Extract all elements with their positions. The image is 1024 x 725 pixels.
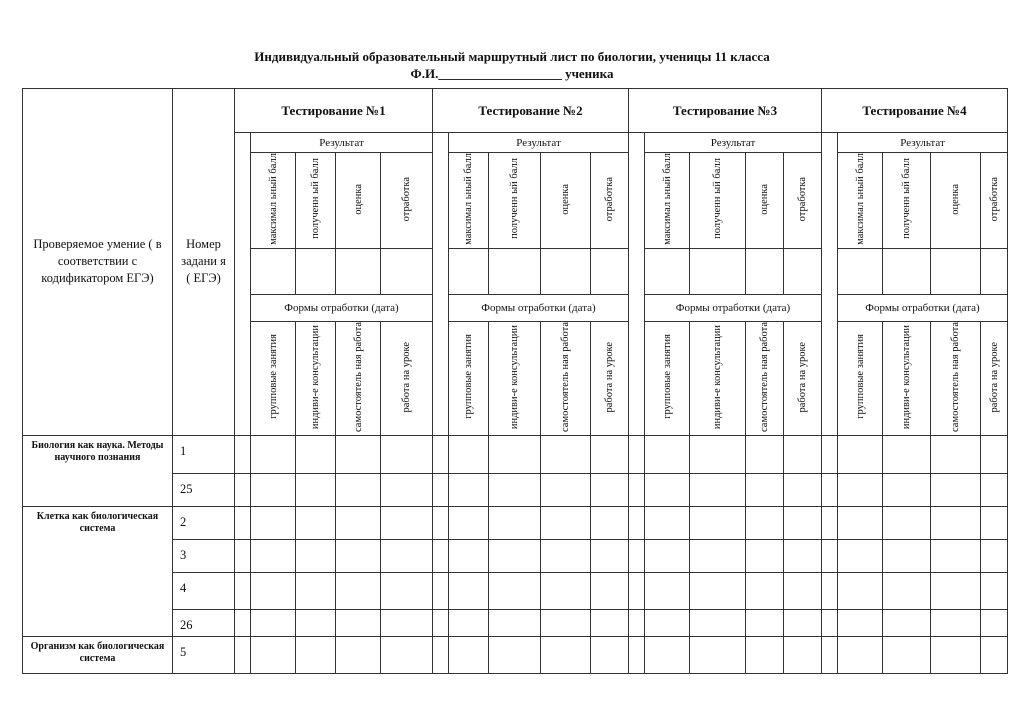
group-classes-header: групповые занятия [463,334,474,420]
entry-cell [645,473,690,506]
test-4-header: Тестирование №4 [822,89,1008,133]
group-classes-header: групповые занятия [267,334,279,420]
entry-cell [645,539,690,572]
entry-cell [336,539,381,572]
table-row [23,636,1008,673]
route-sheet-table [22,88,1008,674]
test-1-result-header: Результат [251,133,433,153]
entry-cell [629,506,645,539]
entry-cell [449,572,489,609]
entry-cell [822,539,838,572]
task-number: 4 [173,572,235,609]
table-row [23,435,1008,473]
entry-cell [981,539,1008,572]
entry-cell [381,539,433,572]
entry-cell [838,609,883,636]
rework-header: отработка [401,176,412,222]
entry-cell [690,539,746,572]
entry-cell [629,473,645,506]
entry-cell [746,539,784,572]
result-cell [336,248,381,294]
entry-cell [336,506,381,539]
entry-cell [883,473,931,506]
entry-cell [645,435,690,473]
result-cell [251,248,296,294]
entry-cell [433,506,449,539]
task-number: 1 [173,435,235,473]
entry-cell [981,572,1008,609]
task-number: 25 [173,473,235,506]
result-cell [690,248,746,294]
task-number: 2 [173,506,235,539]
entry-cell [235,506,251,539]
test-2-header: Тестирование №2 [433,89,629,133]
entry-cell [489,539,541,572]
entry-cell [489,609,541,636]
entry-cell [296,636,336,673]
entry-cell [591,435,629,473]
task-number-header: Номер задани я ( ЕГЭ) [173,89,235,436]
entry-cell [981,506,1008,539]
entry-cell [931,435,981,473]
task-number: 5 [173,636,235,673]
entry-cell [591,506,629,539]
entry-cell [645,609,690,636]
entry-cell [746,506,784,539]
entry-cell [541,506,591,539]
topic-name: Биология как наука. Методы научного познания [23,435,173,506]
entry-cell [433,609,449,636]
result-cell [381,248,433,294]
entry-cell [746,435,784,473]
topic-rows [23,435,1008,673]
result-cell [784,248,822,294]
max-score-header: максимал ьный балл [463,153,474,245]
entry-cell [981,609,1008,636]
entry-cell [746,609,784,636]
individual-consult-header: индиви-е консультации [901,324,912,429]
group-classes-header: групповые занятия [854,334,866,420]
entry-cell [931,636,981,673]
skill-header: Проверяемое умение ( в соответствии с кодификатором ЕГЭ) [23,89,173,436]
entry-cell [746,473,784,506]
entry-cell [449,609,489,636]
entry-cell [883,435,931,473]
entry-cell [336,473,381,506]
entry-cell [381,572,433,609]
entry-cell [251,636,296,673]
entry-cell [449,473,489,506]
result-cell [981,248,1008,294]
entry-cell [489,473,541,506]
result-cell [296,248,336,294]
entry-cell [251,609,296,636]
entry-cell [981,636,1008,673]
entry-cell [541,435,591,473]
document-title: Индивидуальный образовательный маршрутный лист по биологии, ученицы 11 класса [254,49,770,64]
entry-cell [591,609,629,636]
entry-cell [296,572,336,609]
entry-cell [838,473,883,506]
entry-cell [629,539,645,572]
entry-cell [690,506,746,539]
entry-cell [883,636,931,673]
entry-cell [931,572,981,609]
entry-cell [433,473,449,506]
entry-cell [433,539,449,572]
entry-cell [235,539,251,572]
entry-cell [629,609,645,636]
result-cell [541,248,591,294]
entry-cell [251,506,296,539]
entry-cell [381,609,433,636]
entry-cell [883,572,931,609]
entry-cell [433,435,449,473]
result-cell [489,248,541,294]
entry-cell [381,506,433,539]
entry-cell [784,572,822,609]
entry-cell [645,636,690,673]
entry-cell [235,609,251,636]
entry-cell [541,473,591,506]
independent-work-header: самостоятель ная работа [352,321,364,432]
independent-work-header: самостоятель ная работа [950,321,961,432]
result-cell [883,248,931,294]
entry-cell [690,636,746,673]
entry-cell [645,506,690,539]
entry-cell [784,435,822,473]
test-3-result-header: Результат [645,133,822,153]
entry-cell [822,609,838,636]
lesson-work-header: работа на уроке [797,341,808,413]
entry-cell [591,473,629,506]
entry-cell [981,473,1008,506]
independent-work-header: самостоятель ная работа [759,321,770,432]
result-cell [645,248,690,294]
entry-cell [591,636,629,673]
entry-cell [336,435,381,473]
entry-cell [690,435,746,473]
entry-cell [931,609,981,636]
entry-cell [449,539,489,572]
entry-cell [489,435,541,473]
entry-cell [838,506,883,539]
independent-work-header: самостоятель ная работа [560,321,571,432]
entry-cell [883,609,931,636]
entry-cell [822,636,838,673]
entry-cell [251,435,296,473]
entry-cell [690,572,746,609]
test-2-result-header: Результат [449,133,629,153]
entry-cell [449,506,489,539]
rework-header: отработка [604,176,615,222]
entry-cell [690,473,746,506]
entry-cell [541,609,591,636]
max-score-header: максимал ьный балл [661,153,673,245]
test-1-forms-header: Формы отработки (дата) [251,294,433,321]
task-number: 3 [173,539,235,572]
entry-cell [746,572,784,609]
individual-consult-header: индиви-е консультации [712,324,723,429]
result-cell [838,248,883,294]
individual-consult-header: индиви-е консультации [310,324,321,429]
entry-cell [251,539,296,572]
entry-cell [784,539,822,572]
entry-cell [336,609,381,636]
entry-cell [381,473,433,506]
entry-cell [784,636,822,673]
entry-cell [784,506,822,539]
rework-header: отработка [988,176,1000,222]
entry-cell [449,636,489,673]
entry-cell [381,636,433,673]
entry-cell [931,539,981,572]
result-cell [591,248,629,294]
student-name-line: Ф.И.___________________ ученика [410,66,614,81]
result-cell [746,248,784,294]
entry-cell [489,506,541,539]
entry-cell [296,435,336,473]
entry-cell [822,572,838,609]
task-number: 26 [173,609,235,636]
entry-cell [838,435,883,473]
test-1-header: Тестирование №1 [235,89,433,133]
grade-header: оценка [352,183,364,215]
individual-consult-header: индиви-е консультации [509,324,520,429]
entry-cell [746,636,784,673]
entry-cell [629,572,645,609]
lesson-work-header: работа на уроке [988,341,1000,413]
entry-cell [784,473,822,506]
entry-cell [235,473,251,506]
entry-cell [235,435,251,473]
entry-cell [381,435,433,473]
entry-cell [883,506,931,539]
result-cell [931,248,981,294]
topic-name: Организм как биологическая система [23,636,173,673]
entry-cell [591,539,629,572]
entry-cell [449,435,489,473]
entry-cell [336,636,381,673]
test-2-forms-header: Формы отработки (дата) [449,294,629,321]
entry-cell [251,572,296,609]
entry-cell [591,572,629,609]
entry-cell [235,572,251,609]
test-3-header: Тестирование №3 [629,89,822,133]
max-score-header: максимал ьный балл [267,153,279,245]
max-score-header: максимал ьный балл [854,153,866,245]
entry-cell [838,572,883,609]
entry-cell [296,506,336,539]
received-score-header: полученн ый балл [509,158,520,240]
entry-cell [336,572,381,609]
test-3-forms-header: Формы отработки (дата) [645,294,822,321]
entry-cell [883,539,931,572]
entry-cell [822,435,838,473]
entry-cell [433,636,449,673]
test-4-forms-header: Формы отработки (дата) [838,294,1008,321]
entry-cell [251,473,296,506]
entry-cell [235,636,251,673]
topic-name: Клетка как биологическая система [23,506,173,636]
entry-cell [296,539,336,572]
entry-cell [822,506,838,539]
entry-cell [838,539,883,572]
entry-cell [822,473,838,506]
test-4-result-header: Результат [838,133,1008,153]
entry-cell [433,572,449,609]
entry-cell [645,572,690,609]
entry-cell [296,473,336,506]
grade-header: оценка [560,183,571,215]
received-score-header: полученн ый балл [901,158,912,240]
entry-cell [690,609,746,636]
lesson-work-header: работа на уроке [401,341,412,413]
rework-header: отработка [797,176,808,222]
received-score-header: полученн ый балл [712,158,723,240]
grade-header: оценка [950,183,961,215]
entry-cell [296,609,336,636]
entry-cell [784,609,822,636]
result-cell [449,248,489,294]
entry-cell [541,539,591,572]
group-classes-header: групповые занятия [661,334,673,420]
received-score-header: полученн ый балл [310,158,321,240]
entry-cell [541,572,591,609]
entry-cell [489,636,541,673]
entry-cell [629,636,645,673]
entry-cell [931,506,981,539]
entry-cell [838,636,883,673]
entry-cell [541,636,591,673]
entry-cell [981,435,1008,473]
table-row [23,506,1008,539]
entry-cell [489,572,541,609]
entry-cell [931,473,981,506]
grade-header: оценка [759,183,770,215]
lesson-work-header: работа на уроке [604,341,615,413]
entry-cell [629,435,645,473]
